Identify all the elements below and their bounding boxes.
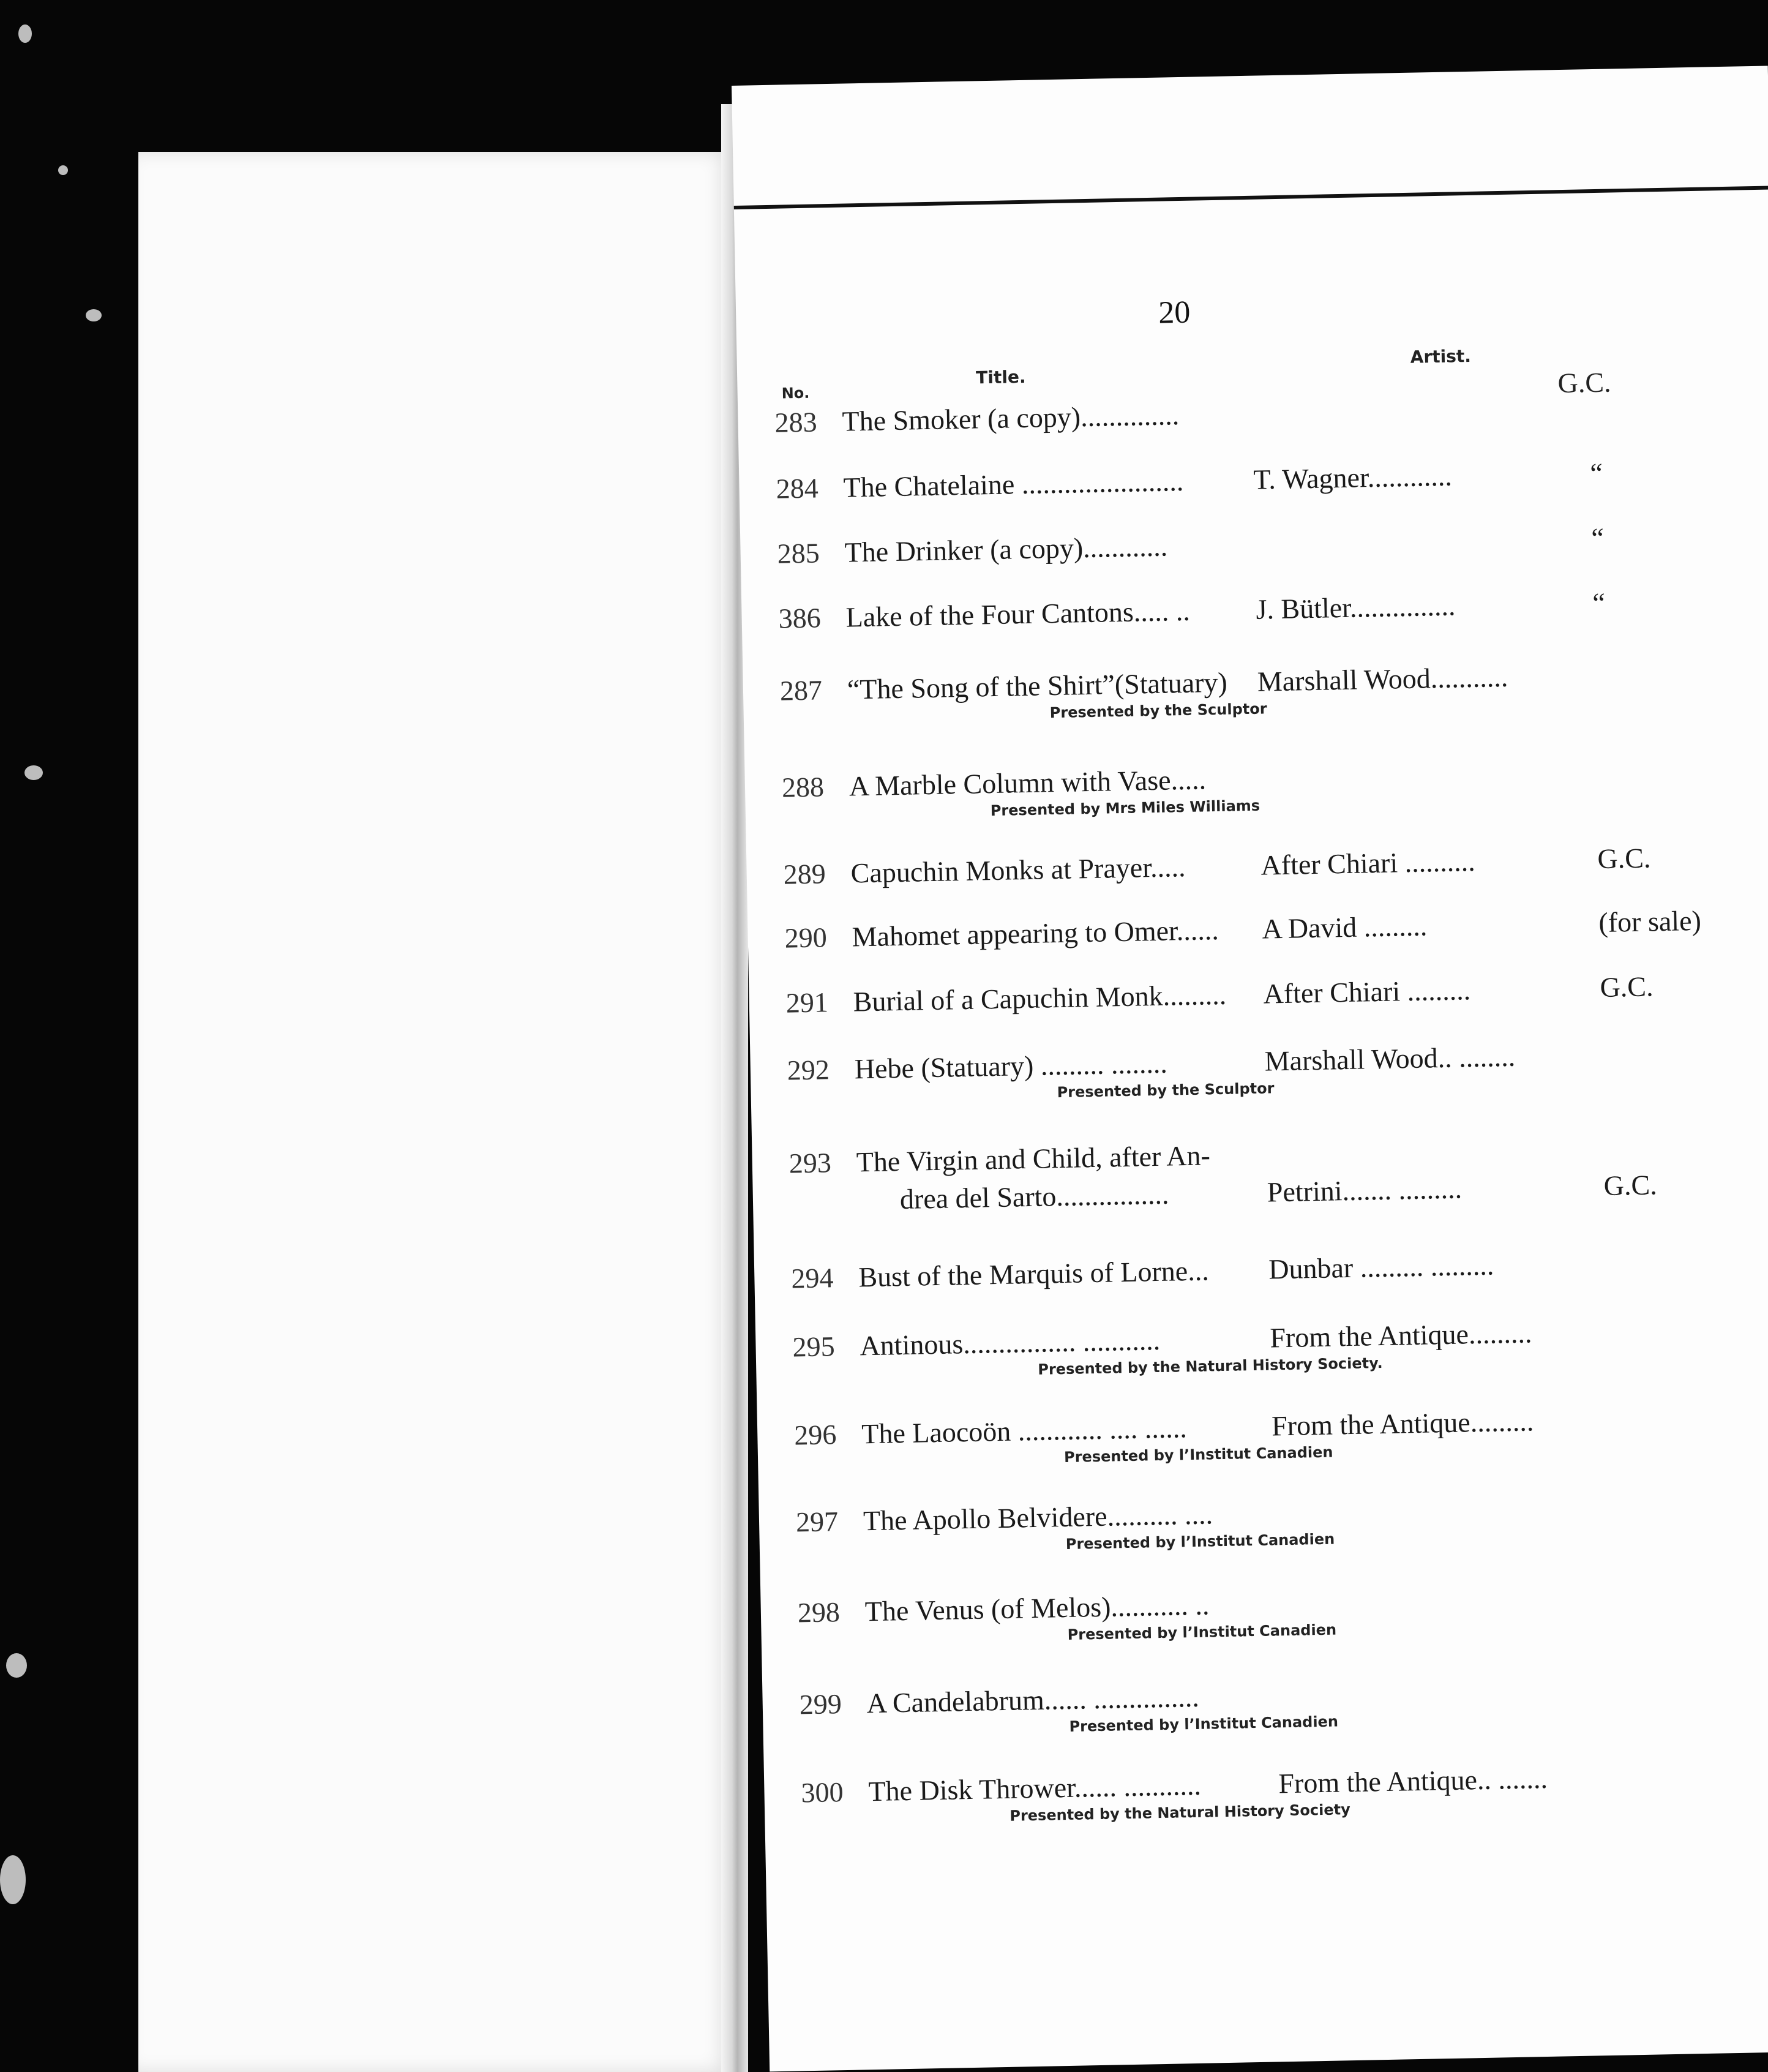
entry-title: “The Song of the Shirt”(Statuary) (847, 666, 1228, 705)
entry-artist: T. Wagner............ (1253, 460, 1453, 495)
entry-artist: Marshall Wood........... (1257, 661, 1508, 697)
entry-status: “ (1592, 587, 1606, 619)
catalogue-entry (801, 1755, 1768, 1825)
entry-artist: From the Antique......... (1269, 1317, 1532, 1354)
catalogue-entry (774, 385, 1755, 443)
entry-title: The Smoker (a copy).............. (842, 399, 1180, 437)
entry-note: Presented by the Natural History Society. (1038, 1354, 1383, 1378)
catalogue-entry (779, 653, 1759, 722)
entry-artist: Petrini....... ......... (1267, 1173, 1463, 1208)
catalogue-entry (784, 900, 1764, 958)
background-speck (86, 309, 102, 321)
entry-number: 293 (788, 1147, 832, 1179)
catalogue-entry (781, 749, 1761, 820)
entry-title: The Apollo Belvidere.......... .... (863, 1498, 1213, 1537)
entry-title: The Venus (of Melos)........... .. (864, 1589, 1210, 1627)
entry-artist: J. Bütler............... (1256, 590, 1456, 625)
entry-artist: Marshall Wood.. ........ (1264, 1040, 1516, 1077)
entry-note: Presented by the Natural History Society (1009, 1801, 1350, 1825)
catalogue-entries (774, 385, 1766, 1825)
entry-number: 290 (784, 922, 828, 954)
catalogue-entry (787, 1032, 1767, 1102)
catalogue-page (732, 66, 1768, 2071)
entry-title: The Chatelaine ....................... (843, 465, 1184, 503)
left-blank-page (138, 152, 732, 2072)
entry-title: Mahomet appearing to Omer...... (852, 914, 1219, 953)
catalogue-entry (783, 836, 1763, 895)
column-header-artist: Artist. (1410, 345, 1472, 367)
entry-status: “ (1589, 457, 1603, 489)
catalogue-entry (792, 1309, 1768, 1378)
entry-number: 292 (787, 1054, 830, 1086)
catalogue-entry (797, 1575, 1768, 1643)
catalogue-entry (776, 451, 1756, 509)
background-speck (24, 765, 43, 780)
entry-number: 287 (779, 674, 823, 707)
background-speck (6, 1653, 27, 1678)
entry-number: 288 (781, 771, 825, 803)
entry-note: Presented by the Sculptor (1057, 1079, 1275, 1102)
entry-number: 296 (793, 1419, 837, 1451)
entry-title: Hebe (Statuary) ......... ........ (854, 1047, 1168, 1085)
catalogue-entry (799, 1667, 1768, 1735)
catalogue-entry (778, 580, 1758, 639)
background-speck (58, 165, 68, 175)
entry-number: 289 (783, 858, 826, 890)
entry-artist: From the Antique......... (1271, 1405, 1534, 1442)
catalogue-entry (791, 1241, 1768, 1299)
entry-title-continued: drea del Sarto................ (899, 1178, 1169, 1215)
entry-status: G.C. (1600, 970, 1654, 1004)
entry-number: 294 (790, 1262, 834, 1294)
background-speck (18, 24, 32, 43)
entry-number: 297 (795, 1506, 839, 1538)
entry-title: The Drinker (a copy)............ (844, 530, 1168, 568)
catalogue-entry (788, 1125, 1768, 1215)
entry-artist: From the Antique.. ....... (1278, 1762, 1548, 1800)
entry-title: Lake of the Four Cantons..... .. (845, 595, 1191, 633)
entry-number: 284 (776, 472, 819, 505)
entry-title: Bust of the Marquis of Lorne... (858, 1255, 1210, 1293)
entry-number: 295 (792, 1331, 836, 1363)
column-header-gc: G.C. (1557, 366, 1611, 399)
entry-number: 285 (777, 537, 820, 569)
entry-note: Presented by l’Institut Canadien (1065, 1530, 1335, 1553)
entry-note: Presented by l’Institut Canadien (1063, 1443, 1333, 1466)
entry-number: 291 (785, 986, 829, 1019)
catalogue-entry (793, 1397, 1768, 1466)
entry-number: 300 (801, 1776, 844, 1809)
entry-title: The Laocoön ............ .... ...... (861, 1412, 1188, 1450)
page-number: 20 (1158, 295, 1191, 331)
column-header-no: No. (781, 384, 810, 402)
catalogue-entry (795, 1484, 1768, 1553)
catalogue-entry (777, 516, 1757, 574)
entry-title: The Virgin and Child, after An- (856, 1139, 1211, 1178)
entry-note: Presented by l’Institut Canadien (1069, 1713, 1339, 1735)
entry-title: A Marble Column with Vase..... (848, 764, 1207, 802)
column-header-title: Title. (975, 366, 1026, 388)
entry-note: Presented by the Sculptor (1049, 700, 1267, 722)
entry-artist: Dunbar ......... ......... (1268, 1249, 1494, 1285)
entry-status: G.C. (1603, 1169, 1658, 1201)
entry-number: 298 (797, 1596, 841, 1629)
entry-note: Presented by Mrs Miles Williams (990, 797, 1260, 820)
top-rule (734, 186, 1768, 209)
entry-status: (for sale) (1598, 904, 1702, 939)
entry-title: The Disk Thrower...... ........... (868, 1769, 1202, 1807)
entry-note: Presented by l’Institut Canadien (1067, 1621, 1337, 1643)
entry-artist: After Chiari ......... (1263, 974, 1471, 1010)
entry-artist: After Chiari .......... (1260, 845, 1476, 881)
entry-title: Antinous................ ........... (860, 1324, 1161, 1362)
background-speck (0, 1855, 26, 1904)
catalogue-entry (785, 965, 1766, 1023)
entry-number: 299 (799, 1688, 842, 1721)
entry-title: Capuchin Monks at Prayer..... (850, 851, 1186, 889)
entry-status: “ (1590, 522, 1605, 554)
entry-artist: A David ......... (1262, 910, 1428, 945)
entry-status: G.C. (1597, 842, 1651, 875)
entry-number: 386 (778, 602, 822, 634)
entry-number: 283 (774, 406, 818, 438)
entry-title: Burial of a Capuchin Monk......... (853, 978, 1227, 1018)
entry-title: A Candelabrum...... ............... (866, 1681, 1200, 1719)
